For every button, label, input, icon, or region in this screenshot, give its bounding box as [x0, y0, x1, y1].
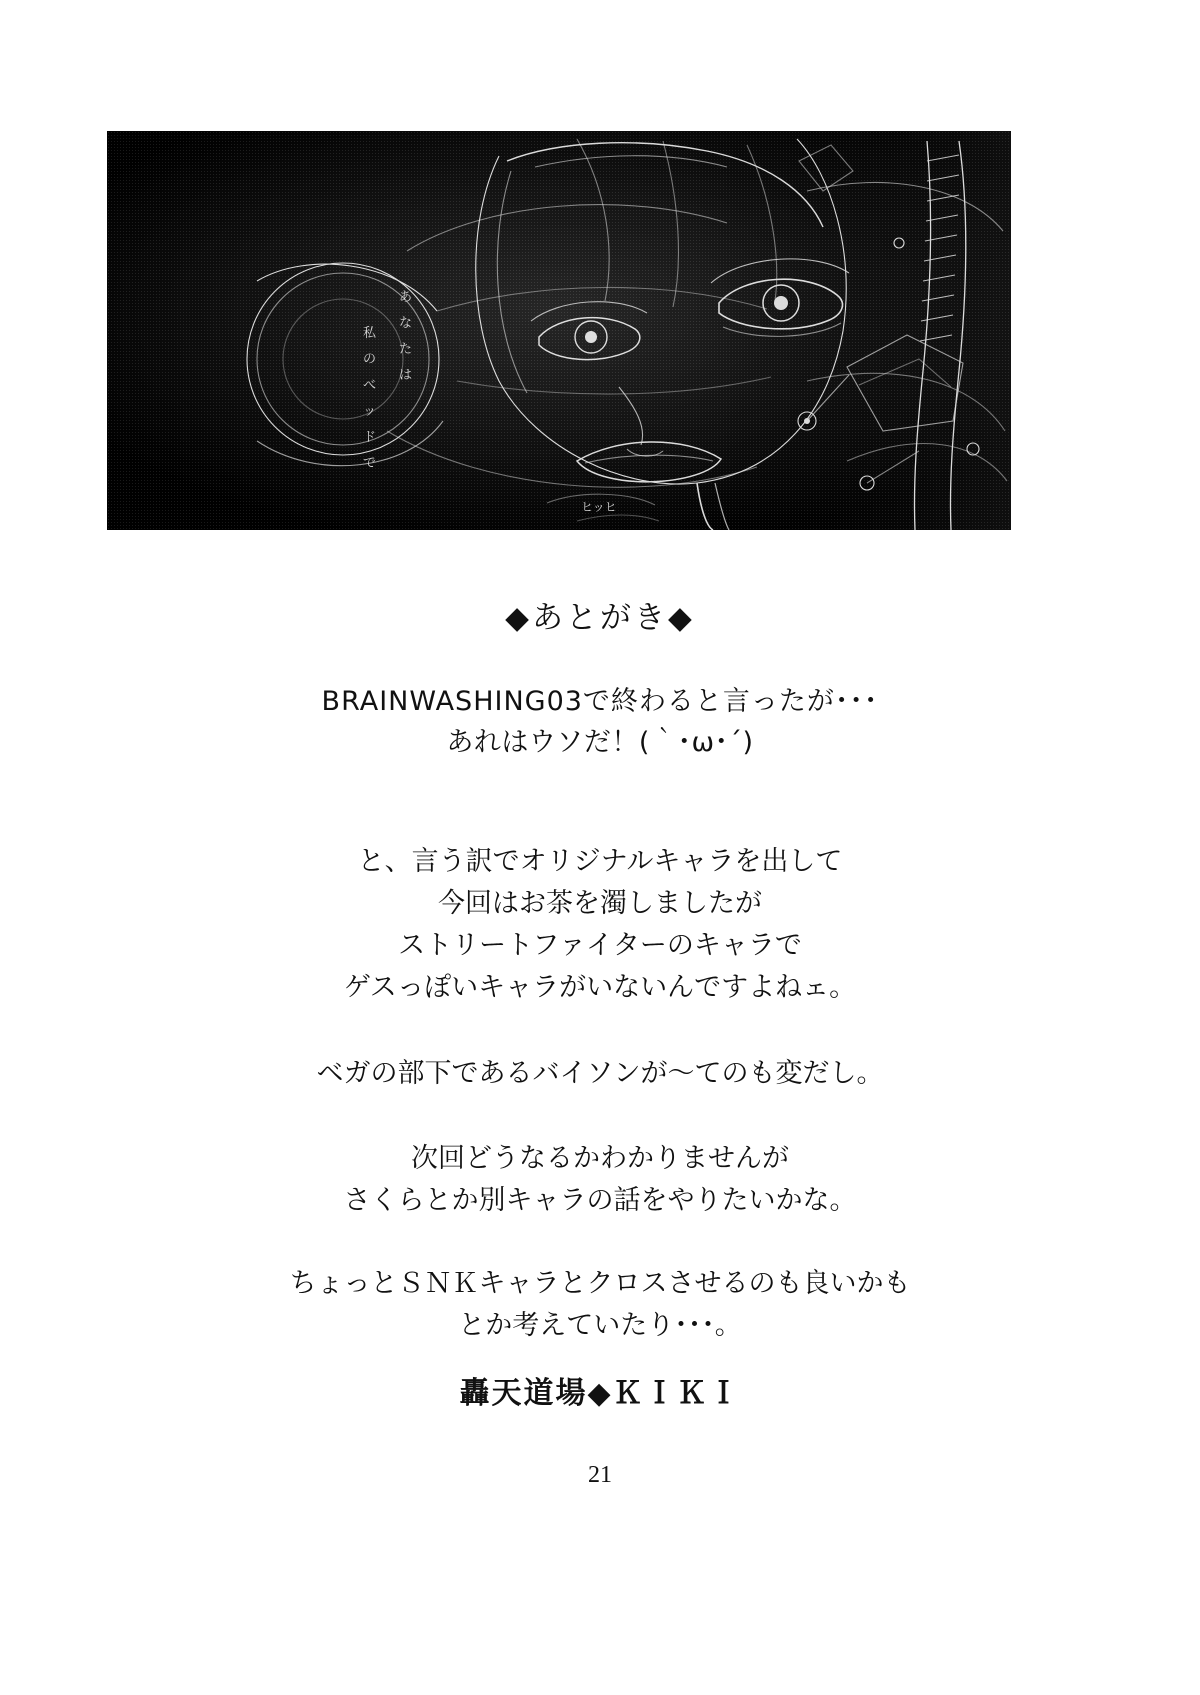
afterword-block-4	[0, 1138, 1200, 1222]
afterword-title: ◆あとがき◆	[505, 600, 695, 636]
vertical-text-fragment: は	[399, 368, 413, 383]
afterword-line: ちょっとＳＮＫキャラとクロスさせるのも良いかも	[289, 1268, 911, 1300]
illustration-panel	[107, 131, 1011, 530]
afterword-block-1	[0, 681, 1200, 763]
afterword-line: 今回はお茶を濁しましたが	[438, 888, 762, 920]
afterword-block-3	[0, 1053, 1200, 1094]
vertical-text-fragment: ド	[363, 430, 377, 445]
afterword-section	[0, 600, 1200, 1347]
afterword-line: ストリートファイターのキャラで	[398, 929, 802, 961]
vertical-text-fragment: の	[363, 352, 377, 367]
vertical-text-fragment: あ	[399, 290, 413, 305]
afterword-line: ベガの部下であるバイソンが～てのも変だし。	[316, 1057, 884, 1089]
afterword-line: と、言う訳でオリジナルキャラを出して	[357, 846, 843, 878]
afterword-line: あれはウソだ！(｀･ω･´)	[446, 727, 754, 759]
afterword-line: ゲスっぽいキャラがいないんですよねェ。	[343, 971, 857, 1003]
illustration-caption: ヒッヒ	[581, 500, 617, 514]
vertical-text-fragment: た	[399, 342, 413, 357]
vertical-text-fragment: で	[363, 456, 377, 471]
afterword-line: さくらとか別キャラの話をやりたいかな。	[343, 1184, 857, 1216]
illustration-artwork	[107, 131, 1011, 530]
vertical-text-fragment: べ	[363, 378, 377, 393]
afterword-block-5	[0, 1263, 1200, 1347]
afterword-line: BRAINWASHING03で終わると言ったが･･･	[321, 686, 879, 718]
vertical-text-fragment: な	[399, 316, 413, 331]
artwork-svg	[107, 131, 1011, 530]
afterword-block-2	[0, 841, 1200, 1008]
vertical-text-fragment: 私	[363, 326, 377, 341]
author-signature: 轟天道場◆ＫＩＫＩ	[459, 1376, 741, 1411]
vertical-text-fragment: ッ	[363, 404, 377, 419]
afterword-line: 次回どうなるかわかりませんが	[411, 1142, 789, 1174]
afterword-line: とか考えていたり･･･。	[458, 1310, 742, 1342]
page-number: 21	[588, 1462, 612, 1488]
